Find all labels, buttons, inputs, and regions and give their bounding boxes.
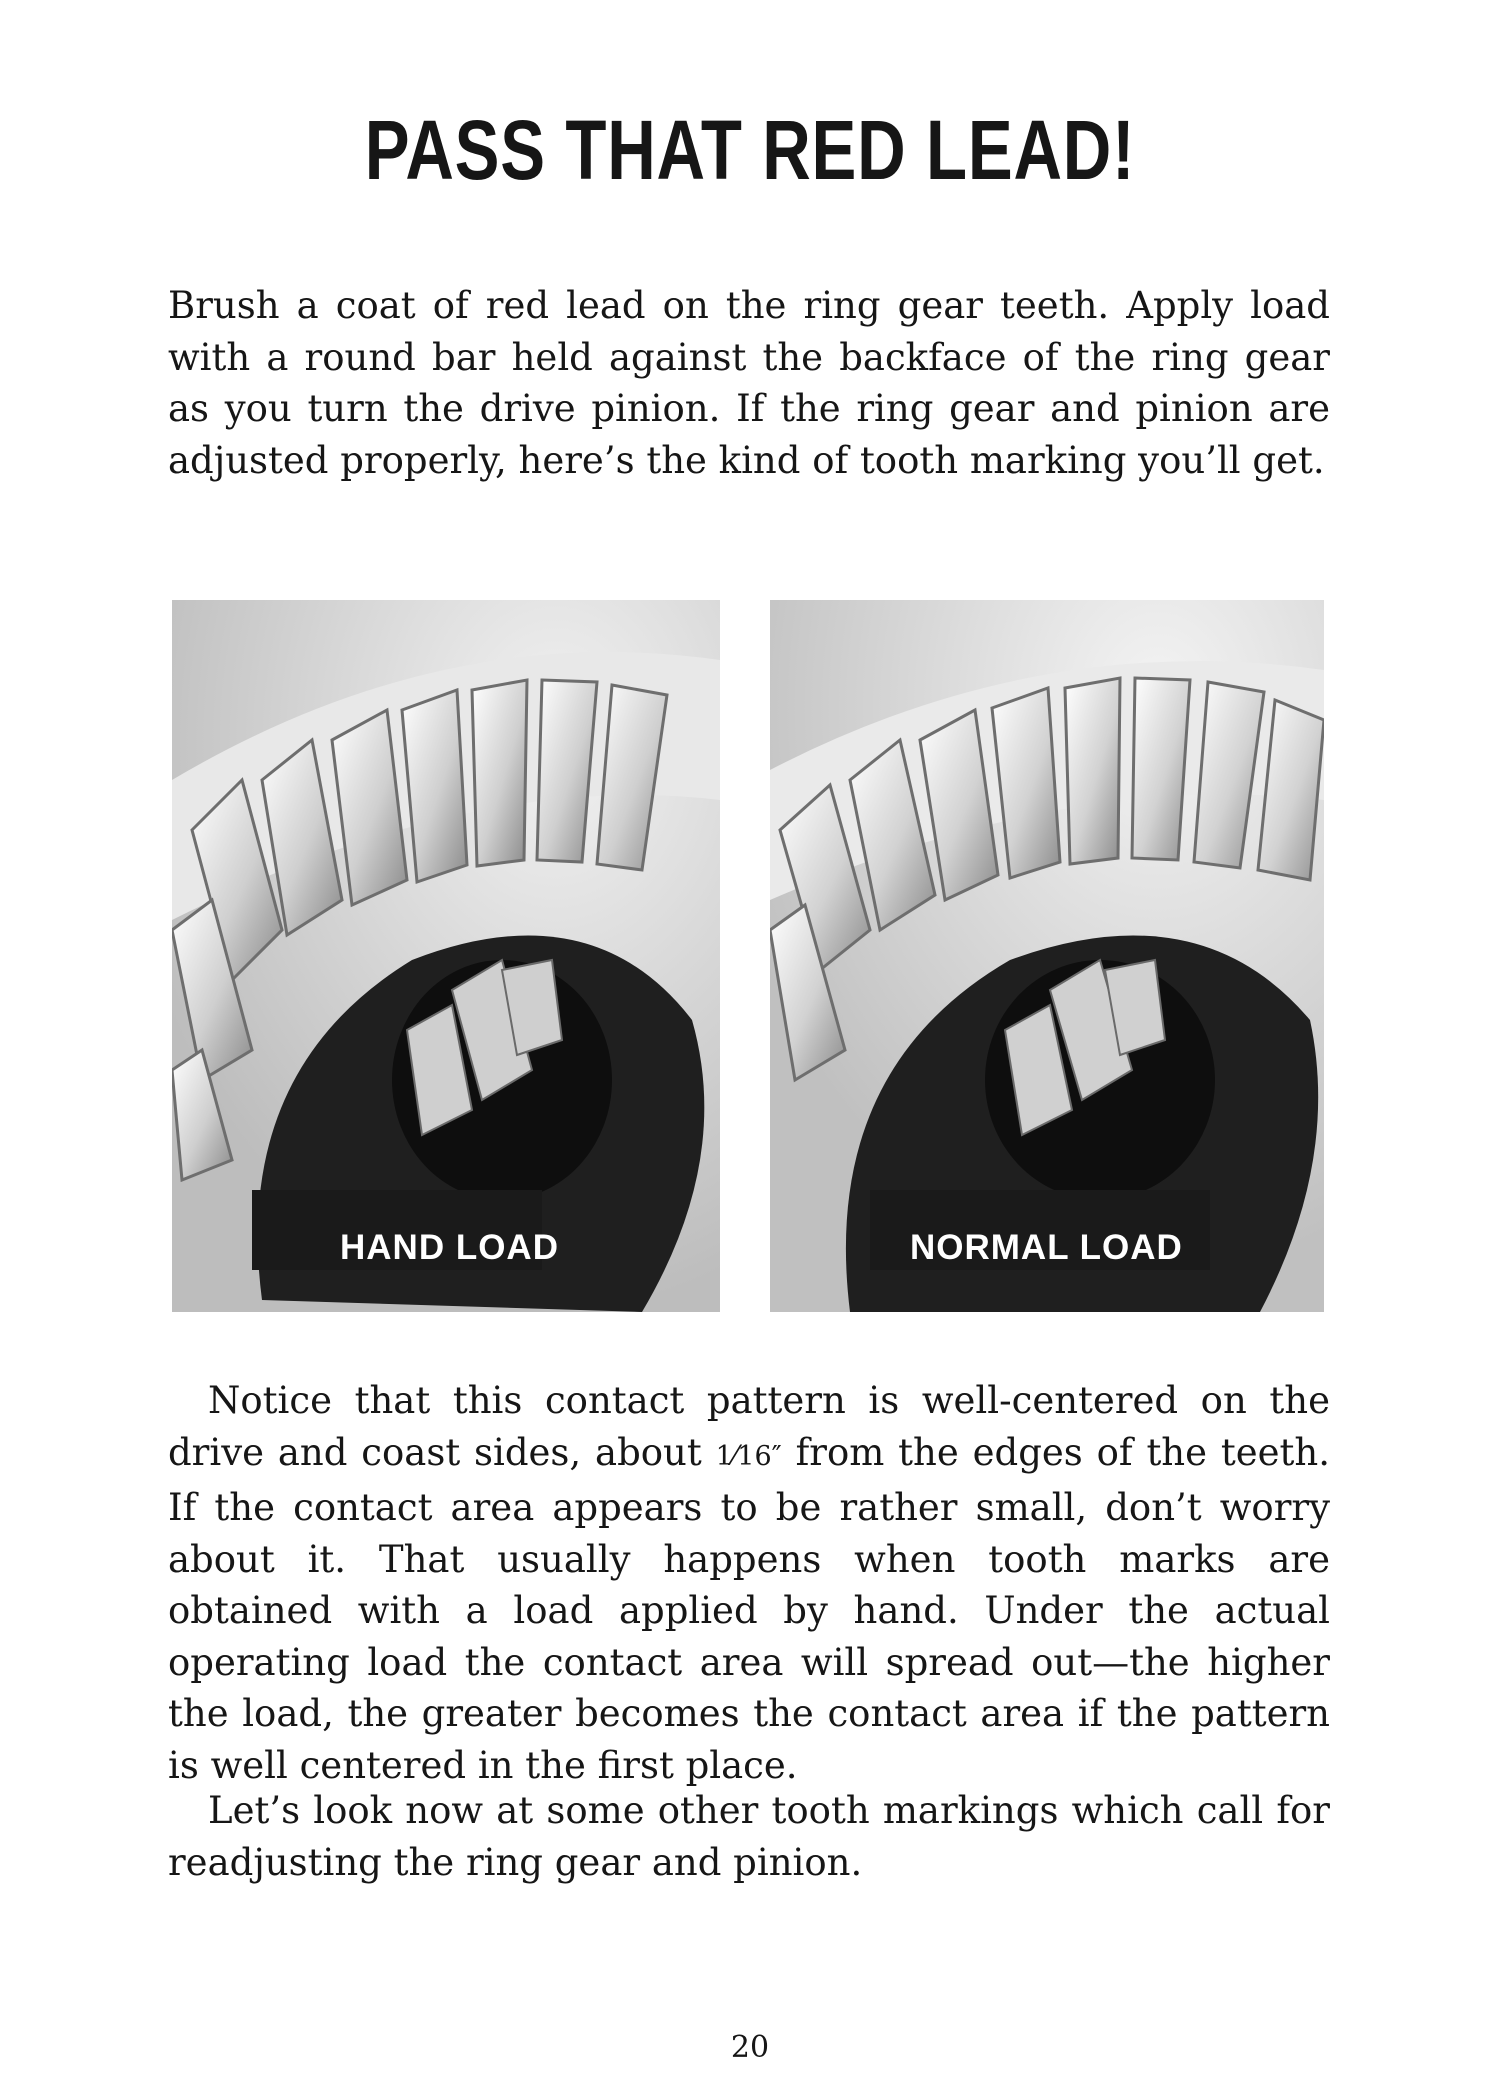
ring-gear-photo-normal-load <box>770 600 1324 1312</box>
closing-paragraph: Let’s look now at some other tooth markings which call for readjusting the ring gear and pinion. <box>168 1789 1330 1884</box>
notice-text-start: Notice that this contact pattern is well-centered on the drive and coast sides, about <box>168 1379 1330 1474</box>
notice-paragraph <box>168 1375 1330 1791</box>
notice-text-end: from the edges of the teeth. If the contact area appears to be rather small, don’t worry about it. That usually happens when tooth marks are obtained with a load applied by hand. Under the actual operating load the contact area will spread out—the higher the load, the greater becomes the contact area if the pattern is well centered in the first place. <box>168 1430 1331 1787</box>
normal-load-label: NORMAL LOAD <box>910 1228 1183 1267</box>
page-title: PASS THAT RED LEAD! <box>364 103 1136 197</box>
hand-load-photo <box>172 600 720 1312</box>
ring-gear-photo-hand-load <box>172 600 720 1312</box>
normal-load-photo <box>770 600 1324 1312</box>
fraction-one-sixteenth-inch: 1⁄16″ <box>715 1440 782 1472</box>
page-number: 20 <box>730 2030 770 2065</box>
intro-paragraph: Brush a coat of red lead on the ring gear teeth. Apply load with a round bar held against the backface of the ring gear as you turn the drive pinion. If the ring gear and pinion are adjusted properly, here’s the kind of tooth marking you’ll get. <box>168 284 1330 482</box>
hand-load-label: HAND LOAD <box>340 1228 559 1267</box>
